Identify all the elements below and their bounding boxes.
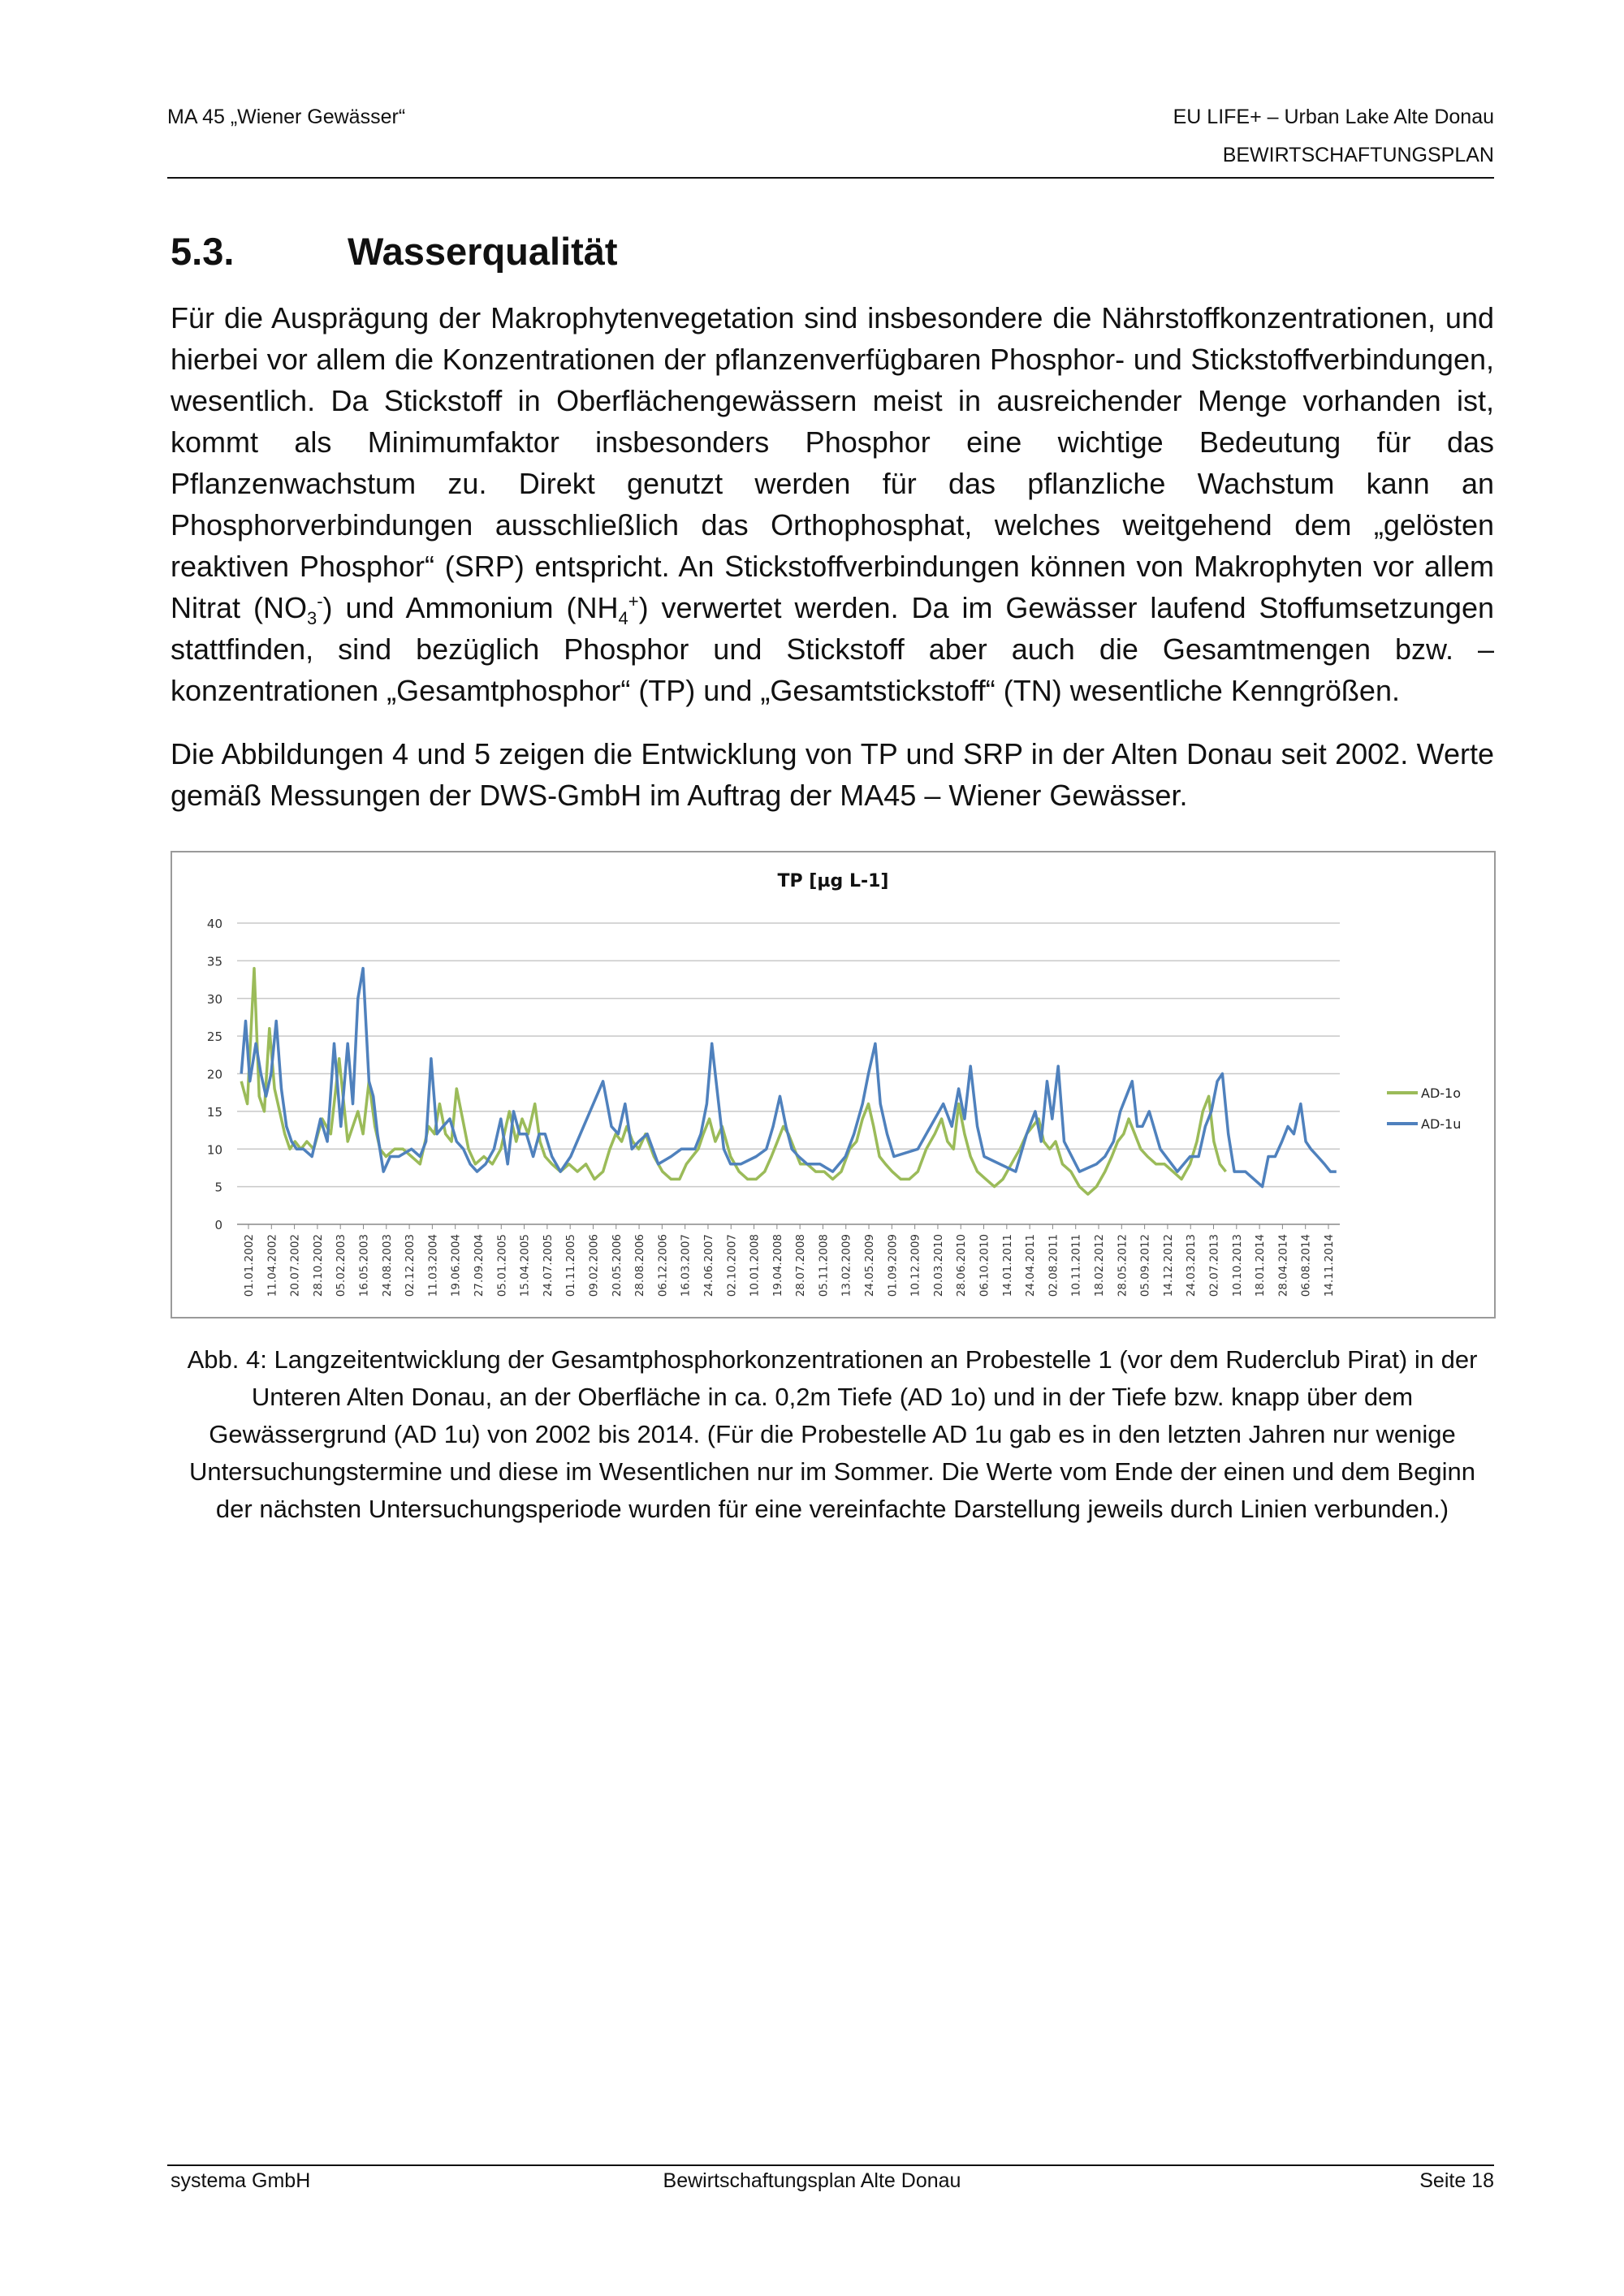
x-tick-label: 18.02.2012 (1093, 1234, 1107, 1297)
series-layer (241, 969, 1337, 1194)
x-tick-label: 18.01.2014 (1254, 1234, 1268, 1297)
x-tick-label: 01.01.2002 (243, 1234, 256, 1297)
grid-layer (237, 923, 1340, 1224)
section-title: Wasserqualität (348, 230, 618, 273)
x-tick-label: 02.07.2013 (1207, 1234, 1221, 1297)
footer-center: Bewirtschaftungsplan Alte Donau (663, 2169, 961, 2192)
paragraph-1-part2: ) und Ammonium (NH (322, 591, 619, 624)
x-tick-label: 10.12.2009 (909, 1234, 922, 1297)
y-tick-label: 30 (206, 991, 222, 1007)
x-tick-label: 20.07.2002 (288, 1234, 302, 1297)
x-tick-label: 19.06.2004 (449, 1234, 463, 1297)
paragraph-1-part1: Für die Ausprägung der Makrophytenvegetation sind insbesondere die Nährstoffkonzentrationen, und hierbei vor allem die Konzentrationen der pflanzenverfügbaren Phosphor- und Stickstoffverbindungen, wesentlich. Da Stickstoff in Oberflächengewässern meist in ausreichender Menge vorhanden ist, kommt als Minimumfaktor insbesonders Phosphor eine wichtige Bedeutung für das Pflanzenwachstum zu. Direkt genutzt werden für das pflanzliche Wachstum kann an Phosphorverbindungen ausschließlich das Orthophosphat, welches weitgehend dem „gelösten reaktiven Phosphor“ (SRP) entspricht. An Stickstoffverbindungen können von Makrophyten vor allem Nitrat (NO (171, 301, 1494, 624)
chart-title: TP [µg L-1] (777, 871, 889, 891)
x-tick-label: 24.05.2009 (863, 1234, 877, 1297)
y-tick-label: 15 (206, 1104, 222, 1120)
series-line-ad-1u (241, 969, 1337, 1187)
x-tick-label: 05.11.2008 (817, 1234, 831, 1297)
x-tick-label: 02.08.2011 (1047, 1234, 1060, 1297)
footer-rule (167, 2164, 1494, 2166)
x-tick-label: 10.01.2008 (748, 1234, 762, 1297)
x-tick-label: 14.01.2011 (1000, 1234, 1014, 1297)
figure-caption: Abb. 4: Langzeitentwicklung der Gesamtphosphorkonzentrationen an Probestelle 1 (vor dem Ruderclub Pirat) in der Unteren Alten Donau, an der Oberfläche in ca. 0,2m Tiefe (AD 1o) und in der Tiefe bzw. knapp über dem Gewässergrund (AD 1u) von 2002 bis 2014. (Für die Probestelle AD 1u gab es in den letzten Jahren nur wenige Untersuchungstermine und diese im Wesentlichen nur im Sommer. Die Werte vom Ende der einen und dem Beginn der nächsten Untersuchungsperiode wurden für eine vereinfachte Darstellung jeweils durch Linien verbunden.) (187, 1345, 1478, 1523)
tp-chart-frame (171, 851, 1496, 1318)
x-tick-label: 28.04.2014 (1276, 1234, 1290, 1297)
header-left: MA 45 „Wiener Gewässer“ (167, 106, 406, 128)
x-tick-label: 16.03.2007 (679, 1234, 693, 1297)
paragraph-1 (171, 297, 1494, 711)
section-heading (171, 229, 618, 274)
x-tick-label: 24.04.2011 (1024, 1234, 1038, 1297)
chart-legend (1387, 1085, 1461, 1132)
x-tick-label: 11.03.2004 (426, 1234, 440, 1297)
x-tick-label: 28.06.2010 (955, 1234, 969, 1297)
x-tick-label: 05.09.2012 (1138, 1234, 1152, 1297)
x-tick-label: 02.10.2007 (725, 1234, 739, 1297)
x-tick-label: 02.12.2003 (404, 1234, 417, 1297)
x-tick-label: 05.01.2005 (495, 1234, 509, 1297)
legend-label-ad-1o: AD-1o (1421, 1085, 1462, 1101)
tp-line-chart (172, 852, 1494, 1317)
y-tick-label: 0 (214, 1218, 222, 1232)
legend-label-ad-1u: AD-1u (1421, 1116, 1462, 1132)
x-tick-label: 10.10.2013 (1230, 1234, 1244, 1297)
x-tick-label: 01.09.2009 (886, 1234, 900, 1297)
x-tick-label: 13.02.2009 (840, 1234, 853, 1297)
x-tick-label: 24.08.2003 (380, 1234, 394, 1297)
x-tick-label: 27.09.2004 (472, 1234, 486, 1297)
x-tick-label: 11.04.2002 (266, 1234, 279, 1297)
x-tick-label: 01.11.2005 (564, 1234, 578, 1297)
y-tick-label: 20 (206, 1067, 222, 1082)
nh4-superscript: + (628, 591, 639, 611)
y-tick-label: 5 (214, 1180, 222, 1195)
x-tick-label: 09.02.2006 (587, 1234, 601, 1297)
x-tick-label: 06.08.2014 (1299, 1234, 1313, 1297)
x-tick-label: 24.03.2013 (1185, 1234, 1199, 1297)
x-tick-label: 28.05.2012 (1116, 1234, 1129, 1297)
no3-subscript: 3 (306, 608, 317, 629)
section-number: 5.3. (171, 230, 235, 273)
x-tick-label: 14.11.2014 (1323, 1234, 1336, 1297)
paragraph-2: Die Abbildungen 4 und 5 zeigen die Entwicklung von TP und SRP in der Alten Donau seit 2002. Werte gemäß Messungen der DWS-GmbH im Auftrag der MA45 – Wiener Gewässer. (171, 737, 1494, 812)
footer-left: systema GmbH (171, 2169, 311, 2192)
x-tick-label: 06.12.2006 (656, 1234, 670, 1297)
no3-superscript: - (317, 591, 323, 611)
x-tick-label: 10.11.2011 (1069, 1234, 1083, 1297)
x-tick-label: 20.05.2006 (610, 1234, 624, 1297)
x-tick-label: 16.05.2003 (357, 1234, 371, 1297)
x-tick-label: 06.10.2010 (978, 1234, 991, 1297)
x-tick-label: 28.08.2006 (633, 1234, 647, 1297)
y-tick-label: 25 (206, 1029, 222, 1045)
x-tick-label: 24.07.2005 (541, 1234, 555, 1297)
x-axis-ticks (243, 1224, 1336, 1297)
y-tick-label: 40 (206, 917, 222, 931)
x-tick-label: 15.04.2005 (518, 1234, 532, 1297)
nh4-subscript: 4 (618, 608, 628, 629)
x-tick-label: 28.10.2002 (311, 1234, 325, 1297)
y-tick-label: 10 (206, 1142, 222, 1158)
header-rule (167, 177, 1494, 179)
x-tick-label: 14.12.2012 (1161, 1234, 1175, 1297)
header-right-title: EU LIFE+ – Urban Lake Alte Donau (1173, 106, 1494, 128)
x-tick-label: 05.02.2003 (335, 1234, 348, 1297)
paragraph-1-part3: ) verwertet werden. Da im Gewässer laufend Stoffumsetzungen stattfinden, sind bezüglich Phosphor und Stickstoff aber auch die Gesamtmengen bzw. –konzentrationen „Gesamtphosphor“ (TP) und „Gesamtstickstoff“ (TN) wesentliche Kenngrößen. (171, 591, 1494, 707)
x-tick-label: 28.07.2008 (794, 1234, 808, 1297)
footer-page-number: Seite 18 (1419, 2169, 1494, 2192)
header-right-subtitle: BEWIRTSCHAFTUNGSPLAN (1222, 144, 1494, 166)
x-tick-label: 20.03.2010 (931, 1234, 945, 1297)
x-tick-label: 24.06.2007 (702, 1234, 715, 1297)
y-tick-label: 35 (206, 954, 222, 969)
y-axis-ticks (207, 917, 222, 1232)
x-tick-label: 19.04.2008 (771, 1234, 784, 1297)
